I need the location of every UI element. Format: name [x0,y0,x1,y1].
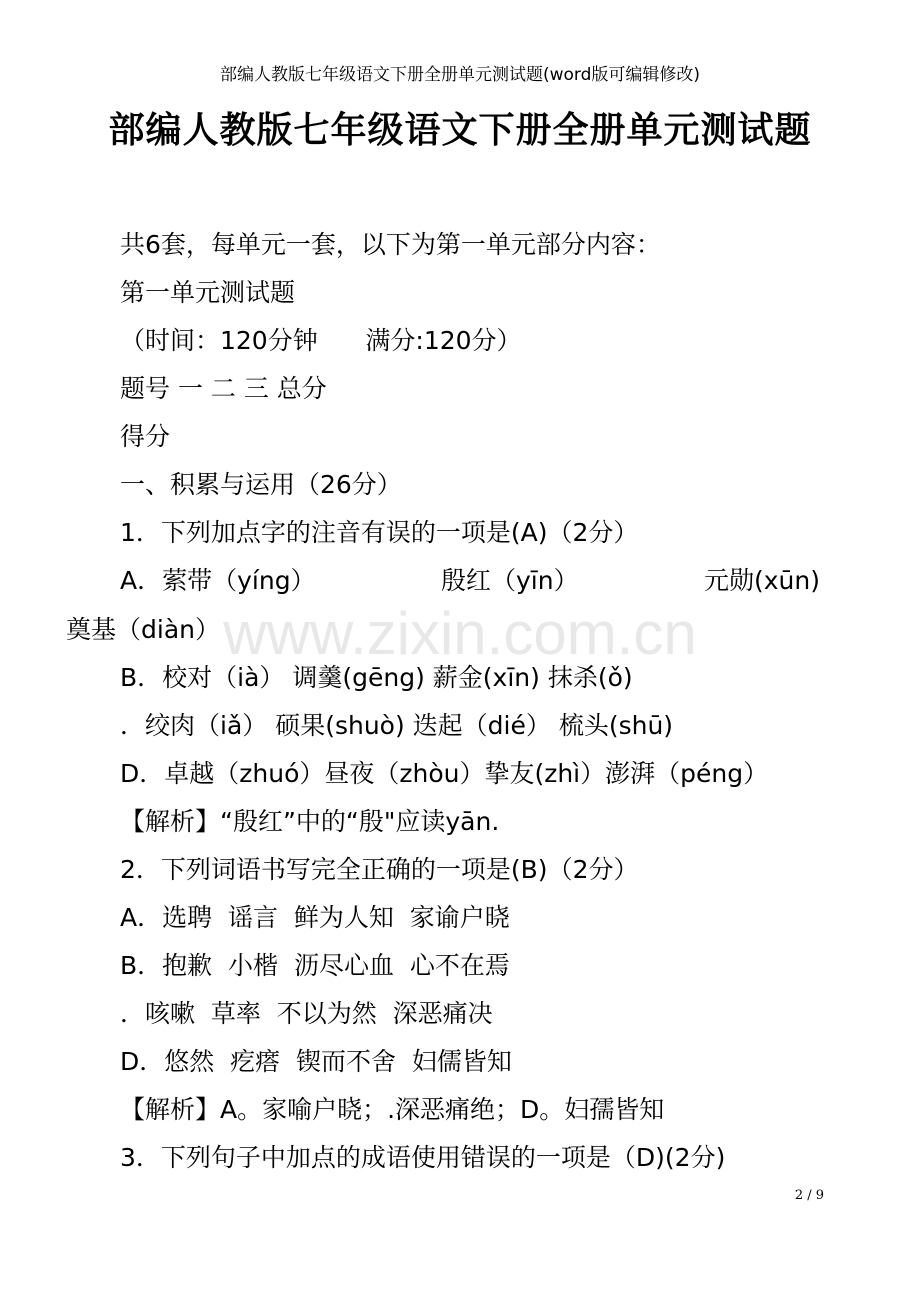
unit-title: 第一单元测试题 [120,278,296,307]
question-3-stem: 3．下列句子中加点的成语使用错误的一项是（D)(2分) [120,1143,726,1172]
score-table-header-row: 题号 一 二 三 总分 [120,374,327,403]
question-2-stem: 2．下列词语书写完全正确的一项是(B)（2分） [120,855,639,884]
page-number: 2 / 9 [794,1188,824,1203]
question-1-option-c: ．绞肉（iǎ） 硕果(shuò) 迭起（dié） 梳头(shū) [120,711,674,740]
question-1-option-d: D．卓越（zhuó）昼夜（zhòu）挚友(zhì）澎湃（péng） [120,759,769,788]
question-2-option-a: A．选聘 谣言 鲜为人知 家谕户晓 [120,903,510,932]
question-1-analysis: 【解析】“殷红”中的“殷"应读yān. [120,807,500,836]
question-1-option-a-continued: 奠基（diàn） [66,615,220,644]
question-1-stem: 1．下列加点字的注音有误的一项是(A)（2分） [120,518,639,547]
question-2-option-d: D．悠然 疙瘩 锲而不舍 妇儒皆知 [120,1047,512,1076]
score-table-score-row: 得分 [120,422,171,451]
page-header: 部编人教版七年级语文下册全册单元测试题(word版可编辑修改) [219,65,701,85]
time-info: （时间：120分钟 满分:120分） [120,326,522,355]
question-1-option-b: B．校对（ià） 调羹(gēng) 薪金(xīn) 抹杀(ǒ) [120,663,633,692]
question-2-analysis: 【解析】A。家喻户晓；.深恶痛绝；D。妇孺皆知 [120,1095,665,1124]
question-2-option-c: ．咳嗽 草率 不以为然 深恶痛决 [120,999,493,1028]
question-1-option-a [120,565,820,597]
option-a-part-3: 元勋(xūn) [704,566,820,595]
intro-text: 共6套，每单元一套，以下为第一单元部分内容： [120,230,661,259]
watermark: www.zixin.com.cn [223,600,697,667]
question-2-option-b: B．抱歉 小楷 沥尽心血 心不在焉 [120,951,510,980]
document-title: 部编人教版七年级语文下册全册单元测试题 [108,110,812,151]
section-heading: 一、积累与运用（26分） [120,470,402,499]
option-a-part-2: 殷红（yīn） [440,566,579,595]
option-a-part-1: A．萦带（yíng） [120,566,316,595]
